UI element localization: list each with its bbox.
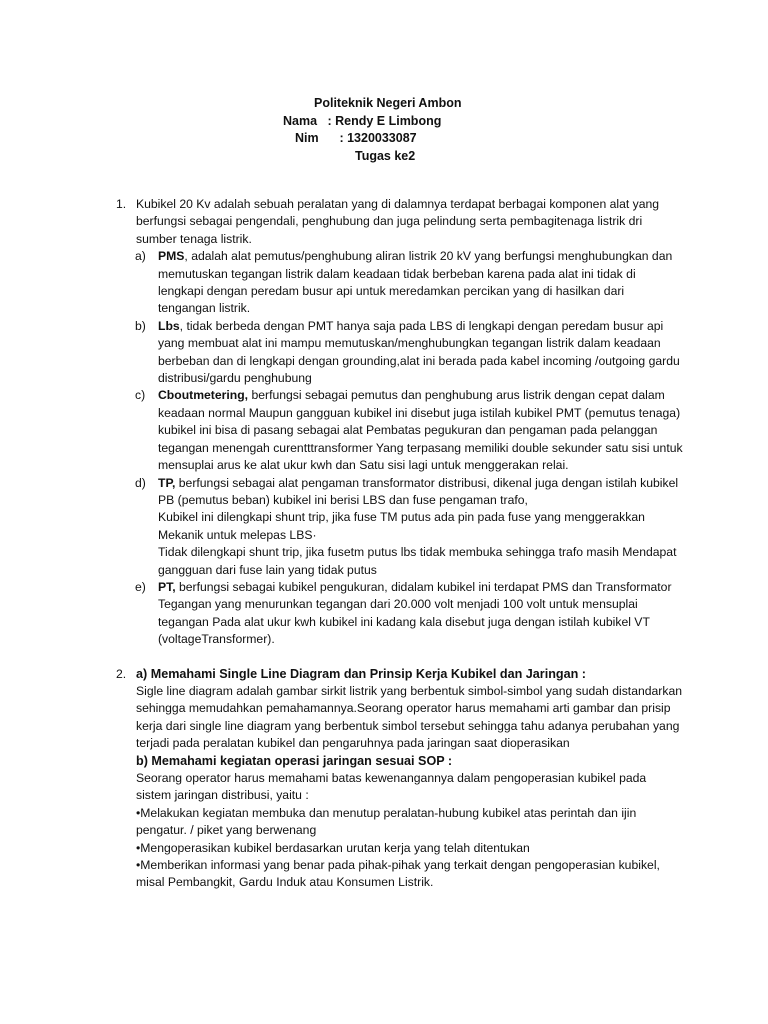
section-2-heading-b: b) Memahami kegiatan operasi jaringan sesuai SOP : bbox=[136, 753, 453, 768]
item-letter: c) bbox=[135, 388, 146, 403]
section-1-item-e bbox=[135, 579, 684, 649]
section-2-paragraph-a: Sigle line diagram adalah gambar sirkit listrik yang berbentuk simbol-simbol yang sudah distandarkan sehingga memudahkan pemahamannya.Seorang operator harus memahami arti gambar dan prisip kerja dari single line diagram yang berbentuk simbol tersebut sehingga tahu adanya perubahan yang terjadi pada peralatan kubikel dan pengaruhnya pada jaringan saat dioperasikan bbox=[136, 683, 683, 751]
item-d-shunt-trip: Kubikel ini dilengkapi shunt trip, jika fuse TM putus ada pin pada fuse yang menggerakkan Mekanik untuk melepas LBS· bbox=[158, 510, 645, 542]
section-1-item-c bbox=[135, 387, 684, 474]
section-1-number: 1. bbox=[116, 197, 127, 211]
section-1-item-b bbox=[135, 318, 684, 388]
header-name: Nama : Rendy E Limbong bbox=[283, 114, 442, 128]
section-2-heading-a: a) Memahami Single Line Diagram dan Prinsip Kerja Kubikel dan Jaringan : bbox=[136, 666, 586, 681]
item-letter: d) bbox=[135, 475, 146, 490]
section-2 bbox=[116, 666, 684, 892]
item-term: Lbs bbox=[158, 318, 180, 333]
bullet-item: •Mengoperasikan kubikel berdasarkan urutan kerja yang telah ditentukan bbox=[136, 840, 530, 855]
item-d-no-shunt-trip: Tidak dilengkapi shunt trip, jika fusetm putus lbs tidak membuka sehingga trafo masih Mendapat gangguan dari fuse lain yang tidak putus bbox=[158, 545, 677, 577]
item-term: Cboutmetering, bbox=[158, 388, 249, 403]
item-text: , tidak berbeda dengan PMT hanya saja pada LBS di lengkapi dengan peredam busur api yang membuat alat ini mampu memutuskan/menghubungkan tegangan listrik dalam keadaan berbeban dan di lengkapi dengan grounding,alat ini berada pada kabel incoming /outgoing gardu distribusi/gardu penghubung bbox=[158, 318, 680, 386]
header-assignment: Tugas ke2 bbox=[355, 149, 416, 163]
item-term: PMS bbox=[158, 249, 185, 264]
section-2-paragraph-b: Seorang operator harus memahami batas kewenangannya dalam pengoperasian kubikel pada sistem jaringan distribusi, yaitu : bbox=[136, 771, 647, 803]
header-nim: Nim : 1320033087 bbox=[295, 131, 417, 145]
header-institution: Politeknik Negeri Ambon bbox=[314, 96, 462, 110]
bullet-item: •Memberikan informasi yang benar pada pihak-pihak yang terkait dengan pengoperasian kubikel, misal Pembangkit, Gardu Induk atau Konsumen Listrik. bbox=[136, 858, 660, 890]
item-letter: a) bbox=[135, 249, 146, 264]
item-text: berfungsi sebagai kubikel pengukuran, didalam kubikel ini terdapat PMS dan Transformator Tegangan yang menurunkan tegangan dari 20.000 volt menjadi 100 volt untuk mensuplai tegangan Pada alat ukur kwh kubikel ini kadang kala disebut juga dengan istilah kubikel VT (voltageTransformer). bbox=[158, 579, 672, 647]
bullet-item: •Melakukan kegiatan membuka dan menutup peralatan-hubung kubikel atas perintah dan ijin pengatur. / piket yang berwenang bbox=[136, 805, 637, 838]
item-term: PT, bbox=[158, 579, 176, 594]
section-1-item-a bbox=[135, 248, 684, 318]
item-term: TP, bbox=[158, 475, 176, 490]
section-1-intro: Kubikel 20 Kv adalah sebuah peralatan yang di dalamnya terdapat berbagai komponen alat yang berfungsi sebagai pengendali, penghubung dan juga pelindung serta pembagitenaga listrik dri sumber tenaga listrik. bbox=[136, 197, 660, 246]
item-letter: e) bbox=[135, 579, 146, 594]
section-2-number: 2. bbox=[116, 666, 127, 681]
item-text: berfungsi sebagai alat pengaman transformator distribusi, dikenal juga dengan istilah kubikel PB (pemutus beban) kubikel ini berisi LBS dan fuse pengaman trafo, bbox=[158, 475, 679, 507]
item-text: , adalah alat pemutus/penghubung aliran listrik 20 kV yang berfungsi menghubungkan dan memutuskan tegangan listrik dalam keadaan tidak berbeban karena pada alat ini tidak di lengkapi dengan peredam busur api untuk meredamkan percikan yang di hasilkan dari tengangan listrik. bbox=[158, 249, 673, 316]
item-text: berfungsi sebagai pemutus dan penghubung arus listrik dengan cepat dalam keadaan normal Maupun gangguan kubikel ini disebut juga istilah kubikel PMT (pemutus tenaga) kubikel ini bisa di pasang sebagai alat Pembatas pegukuran dan pengaman pada pelanggan tegangan menengah curentttransformer Yang terpasang memiliki double sekunder satu sisi untuk mensuplai arus ke alat ukur kwh dan Satu sisi lagi untuk menggerakan relai. bbox=[158, 388, 683, 473]
section-1-item-d bbox=[135, 475, 684, 579]
document-body bbox=[0, 196, 768, 892]
section-1 bbox=[116, 196, 684, 649]
item-letter: b) bbox=[135, 318, 146, 333]
